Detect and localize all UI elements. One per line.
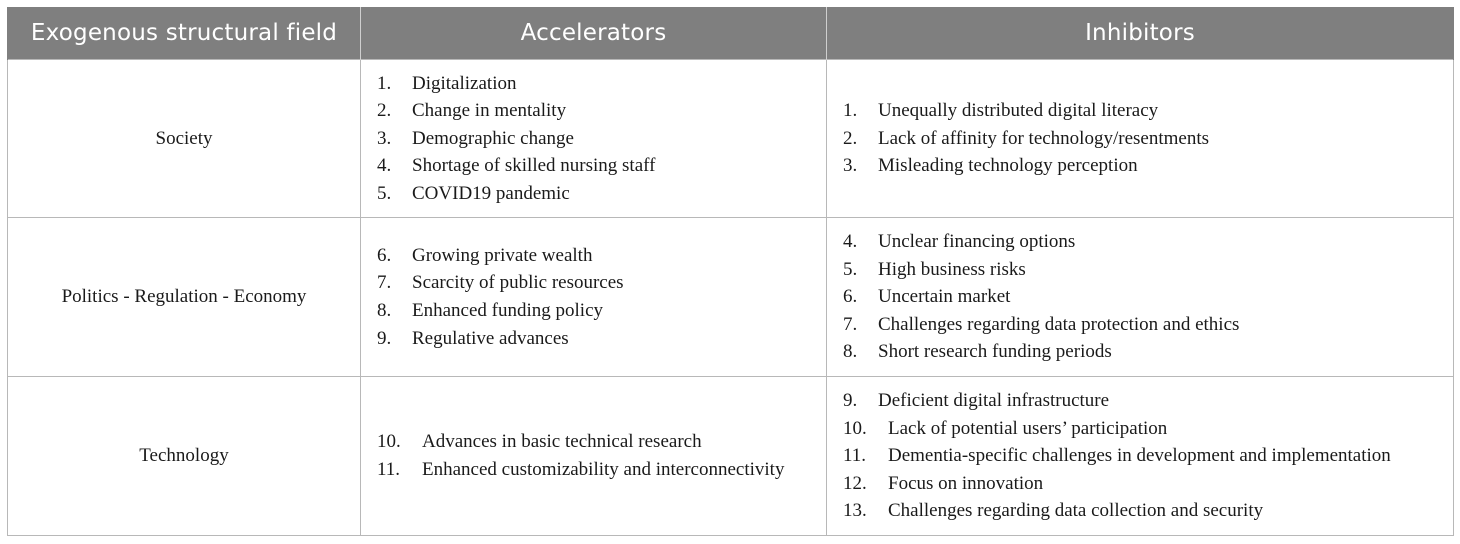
field-cell: Technology: [8, 377, 361, 536]
item-number: 5.: [843, 258, 858, 280]
item-number: 3.: [843, 155, 858, 177]
list-item: [843, 256, 1453, 284]
item-text: Challenges regarding data protection and ethics: [878, 313, 1240, 335]
item-text: Dementia-specific challenges in development and implementation: [888, 445, 1391, 467]
item-number: 10.: [843, 417, 867, 439]
accelerators-list: [377, 242, 826, 352]
item-text: Challenges regarding data collection and security: [888, 500, 1264, 522]
item-number: 6.: [377, 244, 392, 266]
list-item: [843, 497, 1453, 525]
accelerators-cell: [361, 60, 827, 218]
list-item: [843, 387, 1453, 415]
item-number: 11.: [843, 445, 867, 467]
item-number: 13.: [843, 500, 867, 522]
table-row: [8, 377, 1454, 536]
accelerators-cell: [361, 377, 827, 536]
item-text: Lack of potential users’ participation: [888, 417, 1168, 439]
table-row: [8, 60, 1454, 218]
table-header-row: [8, 7, 1454, 60]
item-number: 10.: [377, 431, 401, 453]
item-text: Demographic change: [412, 127, 574, 149]
item-number: 6.: [843, 286, 858, 308]
item-text: Enhanced funding policy: [412, 300, 604, 321]
item-number: 8.: [843, 341, 858, 363]
item-text: Focus on innovation: [888, 472, 1044, 494]
item-text: Uncertain market: [878, 286, 1011, 308]
list-item: [377, 242, 826, 270]
list-item: [843, 311, 1453, 339]
item-number: 12.: [843, 472, 867, 494]
list-item: [377, 152, 826, 180]
item-text: COVID19 pandemic: [412, 182, 570, 204]
list-item: [843, 442, 1453, 470]
item-text: Unclear financing options: [878, 231, 1076, 253]
inhibitors-list: [843, 97, 1453, 180]
list-item: [377, 428, 826, 456]
list-item: [377, 180, 826, 208]
header-inhibitors: Inhibitors: [827, 7, 1454, 60]
item-number: 7.: [843, 313, 858, 335]
item-text: Change in mentality: [412, 100, 567, 122]
item-number: 2.: [843, 127, 858, 149]
item-number: 1.: [843, 100, 858, 122]
list-item: [377, 97, 826, 125]
header-accelerators: Accelerators: [361, 7, 827, 60]
item-text: Scarcity of public resources: [412, 272, 624, 294]
list-item: [843, 338, 1453, 366]
item-number: 4.: [843, 231, 858, 253]
header-field: Exogenous structural field: [8, 7, 361, 60]
item-text: Lack of affinity for technology/resentments: [878, 127, 1209, 149]
item-number: 8.: [377, 300, 392, 321]
field-cell: Society: [8, 60, 361, 218]
inhibitors-list: [843, 228, 1453, 366]
item-text: Growing private wealth: [412, 244, 593, 266]
item-text: Advances in basic technical research: [422, 431, 702, 453]
item-number: 9.: [377, 327, 392, 349]
item-text: Deficient digital infrastructure: [878, 390, 1110, 412]
list-item: [843, 415, 1453, 443]
list-item: [377, 456, 826, 484]
item-text: Short research funding periods: [878, 341, 1112, 363]
item-text: Misleading technology perception: [878, 155, 1138, 177]
item-number: 9.: [843, 390, 858, 412]
item-number: 4.: [377, 155, 392, 177]
inhibitors-cell: [827, 218, 1454, 377]
item-text: Digitalization: [412, 72, 517, 94]
item-number: 11.: [377, 459, 401, 480]
item-number: 5.: [377, 182, 392, 204]
list-item: [843, 125, 1453, 153]
item-text: Unequally distributed digital literacy: [878, 100, 1159, 122]
item-number: 3.: [377, 127, 392, 149]
inhibitors-cell: [827, 60, 1454, 218]
item-text: Enhanced customizability and interconnectivity: [422, 459, 785, 480]
structural-fields-table: [7, 7, 1454, 536]
item-number: 1.: [377, 72, 392, 94]
item-text: Shortage of skilled nursing staff: [412, 155, 656, 177]
inhibitors-cell: [827, 377, 1454, 536]
list-item: [377, 125, 826, 153]
accelerators-cell: [361, 218, 827, 377]
list-item: [377, 70, 826, 98]
list-item: [377, 297, 826, 325]
list-item: [843, 228, 1453, 256]
field-cell: Politics - Regulation - Economy: [8, 218, 361, 377]
list-item: [377, 325, 826, 353]
item-number: 7.: [377, 272, 392, 294]
table-row: [8, 218, 1454, 377]
accelerators-list: [377, 428, 826, 483]
list-item: [843, 283, 1453, 311]
accelerators-list: [377, 70, 826, 208]
item-number: 2.: [377, 100, 392, 122]
list-item: [377, 269, 826, 297]
list-item: [843, 470, 1453, 498]
inhibitors-list: [843, 387, 1453, 525]
list-item: [843, 152, 1453, 180]
item-text: High business risks: [878, 258, 1026, 280]
item-text: Regulative advances: [412, 327, 569, 349]
list-item: [843, 97, 1453, 125]
